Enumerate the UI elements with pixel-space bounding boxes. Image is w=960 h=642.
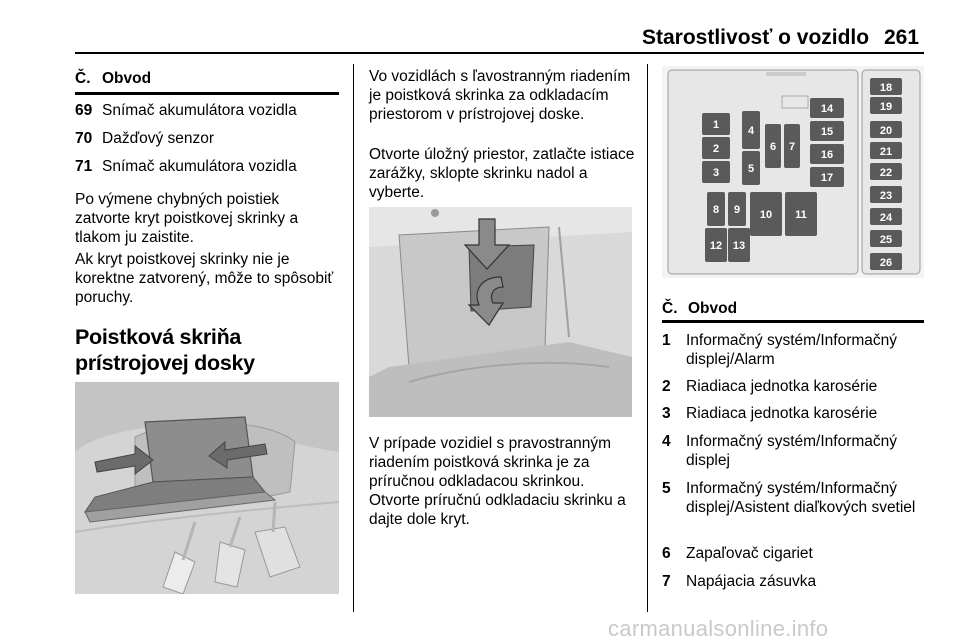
fuse-label: 4 [747,125,755,137]
fuse-label: 2 [712,143,720,155]
row-text: Riadiaca jednotka karosérie [686,405,878,422]
section-heading: Poistková skriňa prístrojovej dosky [75,325,255,375]
fuse-label: 25 [879,234,893,246]
illustration-storage-compartment [369,207,632,417]
watermark: carmanualsonline.info [608,616,829,641]
column-divider-right [647,64,648,612]
fuse-label: 17 [820,172,834,184]
row-number: 6 [662,545,671,562]
table-row [662,432,924,470]
row-text: Dažďový senzor [102,130,215,147]
left-table-col-desc: Obvod [102,70,152,87]
fusebox-diagram [662,66,924,278]
paragraph-malfunction-warning: Ak kryt poistkovej skrinky nie je korektne zatvorený, môže to spôsobiť poruchy. [75,251,334,306]
fuse-label: 9 [733,204,741,216]
left-table-col-num: Č. [75,70,91,87]
row-text: Napájacia zásuvka [686,573,817,590]
row-number: 4 [662,433,671,450]
fuse-label: 24 [879,212,893,224]
header-rule [75,52,924,54]
table-row [662,377,924,396]
fuse-label: 21 [879,146,893,158]
row-text: Riadiaca jednotka karosérie [686,378,878,395]
fuse-label: 19 [879,101,893,113]
table-row [75,157,339,176]
row-number: 2 [662,378,671,395]
row-number: 71 [75,158,93,175]
fuse-label: 1 [712,119,720,131]
table-row [662,331,924,369]
fuse-label: 15 [820,126,834,138]
row-text: Snímač akumulátora vozidla [102,158,297,175]
fuse-label: 22 [879,167,893,179]
row-text: Informačný systém/Informačný displej/Alarm [686,332,898,368]
fuse-label: 18 [879,82,893,94]
table-row [75,101,339,120]
table-row [662,404,924,423]
fuse-label: 23 [879,190,893,202]
table-row [662,479,924,517]
right-table-col-num: Č. [662,300,678,317]
fuse-label: 12 [709,240,723,252]
fuse-label: 6 [769,141,777,153]
row-number: 1 [662,332,671,349]
row-number: 70 [75,130,93,147]
row-number: 5 [662,480,671,497]
row-text: Snímač akumulátora vozidla [102,102,297,119]
fuse-label: 14 [820,103,834,115]
running-header-title: Starostlivosť o vozidlo [642,26,870,49]
left-table-rule [75,92,339,95]
table-row [662,572,924,591]
illustration-footwell-fusebox [75,382,339,594]
fuse-label: 8 [712,204,720,216]
paragraph-open-storage: Otvorte úložný priestor, zatlačte istiace zarážky, sklopte skrinku nadol a vyberte. [369,146,635,201]
fusebox-diagram-svg [662,66,924,278]
paragraph-lhd-location: Vo vozidlách s ľavostranným riadením je poistková skrinka za odkladacím priestorom v prístrojovej doske. [369,68,631,123]
table-row [75,129,339,148]
row-text: Informačný systém/Informačný displej/Asistent diaľkových svetiel [686,480,916,516]
right-table-col-desc: Obvod [688,300,738,317]
page-number: 261 [884,26,920,49]
fuse-label: 5 [747,163,755,175]
paragraph-rhd-location: V prípade vozidiel s pravostranným riadením poistková skrinka je za príručnou odkladacou skrinkou. Otvorte príručnú odkladaciu skrinku a dajte dole kryt. [369,435,626,528]
row-text: Zapaľovač cigariet [686,545,813,562]
fuse-label: 11 [795,209,807,221]
paragraph-cover-closing: Po výmene chybných poistiek zatvorte kryt poistkovej skrinky a tlakom ju zaistite. [75,191,299,246]
row-text: Informačný systém/Informačný displej [686,433,898,469]
right-table-rule [662,320,924,323]
fuse-label: 7 [788,141,796,153]
fuse-label: 16 [820,149,834,161]
row-number: 3 [662,405,671,422]
fuse-label: 13 [732,240,746,252]
fuse-label: 26 [879,257,893,269]
column-divider-left [353,64,354,612]
fuse-label: 3 [712,167,720,179]
table-row [662,544,924,563]
row-number: 7 [662,573,671,590]
right-table-header [662,300,737,318]
fuse-label: 10 [759,209,773,221]
left-table-header [75,70,151,88]
fuse-label: 20 [879,125,893,137]
row-number: 69 [75,102,93,119]
